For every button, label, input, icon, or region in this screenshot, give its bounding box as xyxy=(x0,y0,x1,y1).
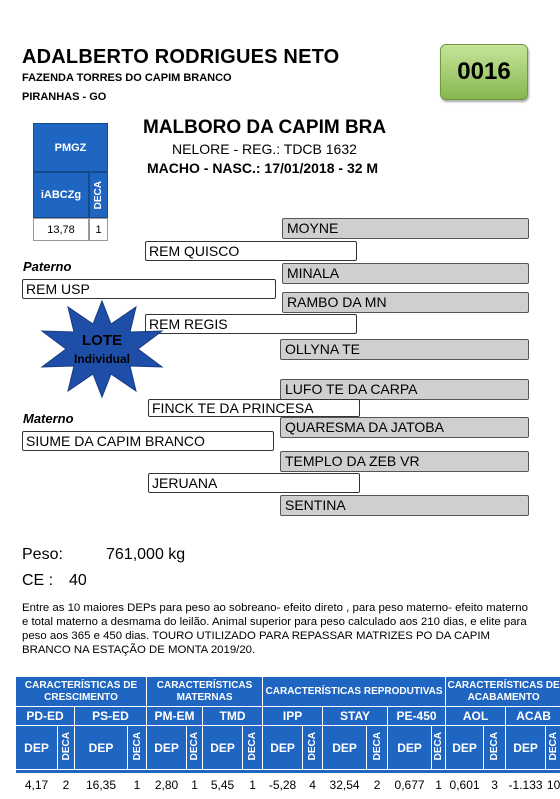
group-header-acabamento: CARACTERÍSTICAS DE ACABAMENTO xyxy=(446,677,560,707)
pedigree-pgf-sire: MOYNE xyxy=(282,218,529,239)
pedigree-mgm-dam: SENTINA xyxy=(280,495,529,516)
paterno-label: Paterno xyxy=(23,259,72,274)
index-title: PMGZ xyxy=(33,123,108,172)
trait-ipp: IPP xyxy=(263,707,323,726)
dep-value: 32,54 xyxy=(323,774,367,796)
lote-label: LOTE xyxy=(82,332,122,349)
animal-breed-reg: NELORE - REG.: TDCB 1632 xyxy=(172,141,357,157)
index-deca-label: DECA xyxy=(89,172,108,218)
ce-value: 40 xyxy=(69,572,87,589)
trait-stay: STAY xyxy=(323,707,388,726)
deca-header: DECA xyxy=(484,726,506,770)
animal-name: MALBORO DA CAPIM BRA xyxy=(143,117,387,138)
index-value: 13,78 xyxy=(33,218,89,241)
pedigree-mgf-sire: LUFO TE DA CARPA xyxy=(280,379,529,400)
description-text: Entre as 10 maiores DEPs para peso ao sobreano- efeito direto , para peso materno- efeito materno e total materno a desmama do leilão. Animal superior para peso calculado aos 210 dias, e elite para peso aos 365 e 450 dias. TOURO UTILIZADO PARA REPASSAR MATRIZES PO DA CAPIM BRANCO NA ESTAÇÃO DE MONTA 2019/20. xyxy=(22,602,528,656)
peso-value: 761,000 kg xyxy=(106,546,186,563)
deca-value: 1 xyxy=(432,774,446,796)
dep-value: 2,80 xyxy=(147,774,187,796)
pedigree-mgf-dam: QUARESMA DA JATOBA xyxy=(280,417,529,438)
dep-value: 0,677 xyxy=(388,774,432,796)
dep-value: 4,17 xyxy=(16,774,58,796)
dep-header: DEP xyxy=(16,726,58,770)
trait-pm-em: PM-EM xyxy=(147,707,203,726)
index-label: iABCZg xyxy=(33,172,89,218)
deca-value: 2 xyxy=(367,774,388,796)
pedigree-mgm: JERUANA xyxy=(148,473,360,493)
deca-header: DECA xyxy=(303,726,323,770)
trait-pd-ed: PD-ED xyxy=(16,707,75,726)
index-box xyxy=(33,123,108,241)
group-header-crescimento: CARACTERÍSTICAS DE CRESCIMENTO xyxy=(16,677,147,707)
dep-value: 0,601 xyxy=(446,774,484,796)
deca-value: 10 xyxy=(546,774,560,796)
farm-name: FAZENDA TORRES DO CAPIM BRANCO xyxy=(22,72,232,84)
pedigree-mgm-sire: TEMPLO DA ZEB VR xyxy=(280,451,529,472)
dep-header: DEP xyxy=(203,726,243,770)
pedigree-mother: SIUME DA CAPIM BRANCO xyxy=(22,431,274,451)
deca-value: 3 xyxy=(484,774,506,796)
trait-acab: ACAB xyxy=(506,707,560,726)
deca-header: DECA xyxy=(243,726,263,770)
dep-header: DEP xyxy=(323,726,367,770)
deca-value: 2 xyxy=(58,774,75,796)
dep-value: 16,35 xyxy=(75,774,128,796)
dep-header: DEP xyxy=(263,726,303,770)
trait-pe-450: PE-450 xyxy=(388,707,446,726)
trait-tmd: TMD xyxy=(203,707,263,726)
group-header-reprodutivas: CARACTERÍSTICAS REPRODUTIVAS xyxy=(263,677,446,707)
pedigree-father: REM USP xyxy=(22,279,276,299)
deca-header: DECA xyxy=(128,726,147,770)
deca-header: DECA xyxy=(546,726,560,770)
ce-label: CE : xyxy=(22,572,54,589)
city-name: PIRANHAS - GO xyxy=(22,91,107,103)
owner-name: ADALBERTO RODRIGUES NETO xyxy=(22,46,340,68)
pedigree-mgf: FINCK TE DA PRINCESA xyxy=(148,399,360,417)
pedigree-pgm: REM REGIS xyxy=(145,314,357,334)
dep-table xyxy=(15,676,560,796)
peso-label: Peso: xyxy=(22,546,63,563)
deca-value: 1 xyxy=(128,774,147,796)
pedigree-pgf: REM QUISCO xyxy=(145,241,357,261)
index-deca-value: 1 xyxy=(89,218,108,241)
deca-value: 1 xyxy=(243,774,263,796)
lot-number-badge: 0016 xyxy=(440,44,528,100)
dep-value: -1.133 xyxy=(506,774,546,796)
deca-header: DECA xyxy=(367,726,388,770)
dep-header: DEP xyxy=(506,726,546,770)
pedigree-pgm-dam: OLLYNA TE xyxy=(280,339,529,360)
lote-individual-badge xyxy=(38,299,166,399)
dep-value: 5,45 xyxy=(203,774,243,796)
animal-sex-birth: MACHO - NASC.: 17/01/2018 - 32 M xyxy=(147,160,379,176)
pedigree-pgm-sire: RAMBO DA MN xyxy=(282,292,529,313)
group-header-maternas: CARACTERÍSTICAS MATERNAS xyxy=(147,677,263,707)
dep-value: -5,28 xyxy=(263,774,303,796)
materno-label: Materno xyxy=(23,411,74,426)
starburst-icon xyxy=(38,299,166,399)
deca-header: DECA xyxy=(432,726,446,770)
deca-value: 4 xyxy=(303,774,323,796)
dep-header: DEP xyxy=(388,726,432,770)
pedigree-pgf-dam: MINALA xyxy=(282,263,529,284)
dep-header: DEP xyxy=(147,726,187,770)
deca-header: DECA xyxy=(58,726,75,770)
deca-header: DECA xyxy=(187,726,203,770)
individual-label: Individual xyxy=(73,352,130,366)
trait-ps-ed: PS-ED xyxy=(75,707,147,726)
deca-value: 1 xyxy=(187,774,203,796)
dep-header: DEP xyxy=(446,726,484,770)
trait-aol: AOL xyxy=(446,707,506,726)
dep-header: DEP xyxy=(75,726,128,770)
